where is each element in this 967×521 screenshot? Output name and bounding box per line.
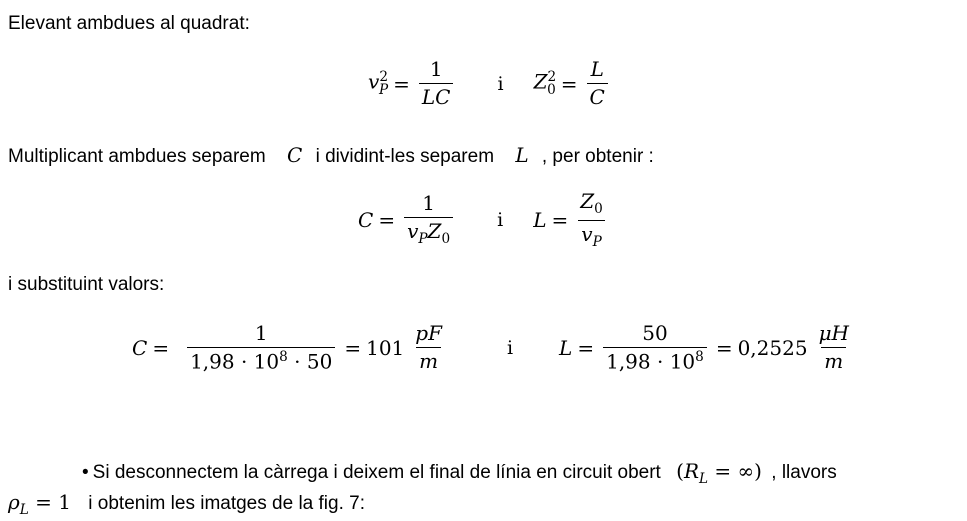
rho-equals-one: $\rho_L = 1$ — [8, 490, 71, 518]
bullet-icon: • — [82, 462, 89, 483]
eq2-right-fraction: $\frac{Z_0}{v_P}$ — [580, 189, 603, 250]
eq3-left-lhs: C — [132, 335, 148, 360]
eq1-connector: i — [497, 72, 504, 95]
equation-squared: $v^2_P$ = $\frac{1}{LC}$ i $Z^2_0$ = $\frac{L}{C}$ — [368, 58, 612, 109]
intro-text-squared-label: Elevant ambdues al quadrat: — [8, 13, 250, 34]
eq1-left-fraction: $\frac{1}{LC}$ — [419, 58, 454, 109]
eq2-right-lhs: L — [533, 208, 547, 233]
eq3-right-fraction: $\frac{50}{1,98 \cdot 10^8}$ — [603, 322, 707, 374]
substitute-text: i substituint valors: — [8, 274, 165, 295]
inline-var-l: L — [515, 143, 529, 167]
multiply-divide-text: Multiplicant ambdues separem C i dividint-les separem L , per obtenir : — [8, 143, 654, 167]
bullet-open-circuit: • Si desconnectem la càrrega i deixem el final de línia en circuit obert ($R_L$ = ∞) , llavors — [82, 459, 837, 487]
eq3-right-unit: $\frac{\mu H}{m}$ — [818, 321, 850, 374]
eq1-right-fraction: $\frac{L}{C}$ — [587, 58, 608, 109]
eq3-right-lhs: L — [559, 335, 573, 360]
bullet-continuation: $\rho_L = 1$ i obtenim les imatges de la fig. 7: — [8, 490, 365, 518]
eq2-left-lhs: C — [358, 208, 374, 233]
eq1-right: $Z^2_0$ — [533, 69, 557, 98]
eq3-left-unit: $\frac{pF}{m}$ — [415, 321, 442, 374]
equation-values: C = $\frac{1}{1,98 \cdot 10^8 \cdot 50}$ = 101 $\frac{pF}{m}$ i L = $\frac{50}{1,98 \cdot 10^8}$ = 0,2525 $\frac{\mu H}{m}$ — [132, 322, 856, 374]
eq3-left-result: 101 — [366, 335, 405, 360]
eq2-left-fraction: $\frac{1}{v_PZ_0}$ — [404, 192, 453, 248]
equation-separated: C = $\frac{1}{v_PZ_0}$ i L = $\frac{Z_0}{v_P}$ — [358, 190, 610, 250]
eq3-right-result: 0,2525 — [737, 335, 808, 360]
eq3-connector: i — [506, 336, 514, 359]
eq3-left-fraction: $\frac{1}{1,98 \cdot 10^8 \cdot 50}$ — [187, 322, 335, 374]
eq2-connector: i — [497, 209, 504, 232]
eq1-left: $v^2_P$ — [368, 69, 389, 98]
inline-var-c: C — [286, 143, 303, 167]
intro-text-squared — [8, 13, 250, 35]
condition-rl-infinity: ($R_L$ = ∞) — [676, 459, 762, 487]
